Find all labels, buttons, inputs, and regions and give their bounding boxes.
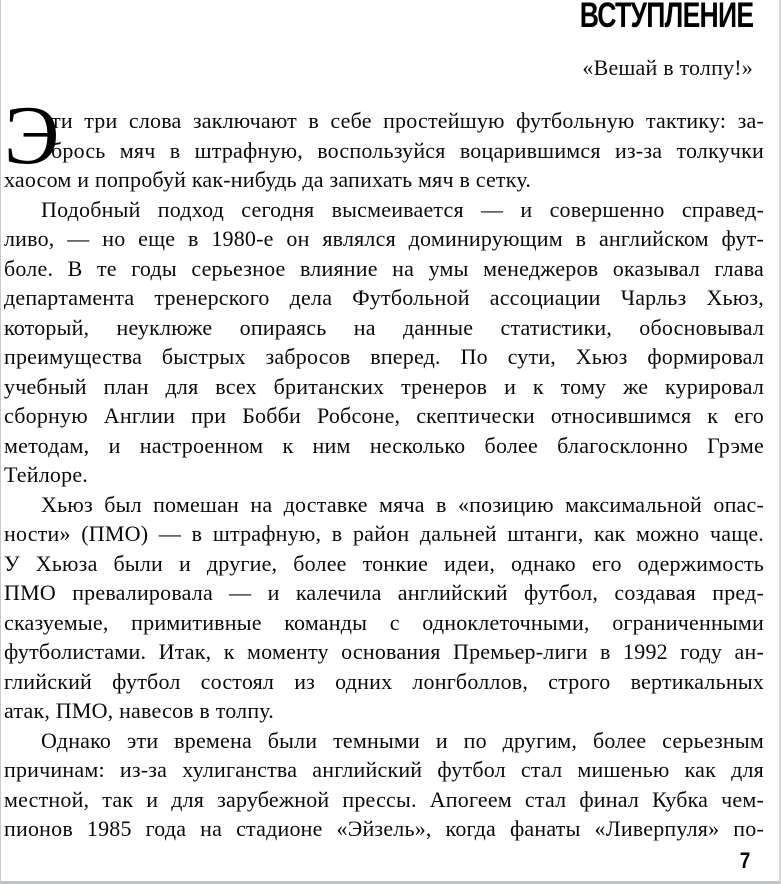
text-line: ПМО превалировала — и калечила английский футбол, создавая пред- <box>4 580 764 605</box>
text-line: местной, так и для зарубежной прессы. Апогеем стал финал Кубка чем- <box>4 786 764 812</box>
text-line: сказуемые, примитивные команды с одноклеточными, ограниченными <box>4 609 764 635</box>
text-line: пионов 1985 года на стадионе «Эйзель», когда фанаты «Ливерпуля» по- <box>4 816 764 841</box>
body-text <box>4 89 764 844</box>
chapter-title <box>525 0 753 36</box>
text-line: атак, ПМО, навесов в толпу. <box>4 698 275 723</box>
text-line: методам, и настроенном к ним несколько более благосклонно Грэме <box>4 432 764 458</box>
text-line: департамента тренерского дела Футбольной ассоциации Чарльз Хьюз, <box>4 285 764 310</box>
epigraph: «Вешай в толпу!» <box>582 55 753 80</box>
text-line: Подобный подход сегодня высмеивается — и совершенно справед- <box>41 196 764 222</box>
text-line: ти три слова заключают в себе простейшую футбольную тактику: за- <box>51 108 764 133</box>
text-line: У Хьюза были и другие, более тонкие идеи, однако его одержимость <box>4 550 764 576</box>
paragraph <box>4 89 764 195</box>
page-number: 7 <box>739 848 750 873</box>
text-line: сборную Англии при Бобби Робсоне, скептически относившимся к его <box>4 403 764 428</box>
text-line: Однако эти времена были темными и по другим, более серьезным <box>41 727 764 753</box>
paragraph <box>4 726 764 844</box>
text-line: футболистами. Итак, к моменту основания Премьер-лиги в 1992 году ан- <box>4 639 764 664</box>
paragraph <box>4 490 764 726</box>
text-line: причинам: из-за хулиганства английский футбол стал мишенью как для <box>4 757 764 782</box>
text-line: Хьюз был помешан на доставке мяча в «позицию максимальной опас- <box>41 491 764 517</box>
text-line: который, неуклюже опираясь на данные статистики, обосновывал <box>4 314 764 340</box>
text-line: глийский футбол состоял из одних лонгболлов, строго вертикальных <box>4 668 764 694</box>
text-line: Тейлоре. <box>4 462 88 487</box>
text-line: хаосом и попробуй как-нибудь да запихать мяч в сетку. <box>4 167 532 192</box>
text-line: преимущества быстрых забросов вперед. По сути, Хьюз формировал <box>4 344 764 369</box>
text-line: брось мяч в штрафную, воспользуйся воцарившимся из-за толкучки <box>51 137 764 163</box>
text-line: боле. В те годы серьезное влияние на умы менеджеров оказывал глава <box>4 255 764 281</box>
text-line: учебный план для всех британских тренеров и к тому же курировал <box>4 373 764 399</box>
paragraph <box>4 195 764 490</box>
text-line: ности» (ПМО) — в штрафную, в район дальней штанги, как можно чаще. <box>4 521 764 546</box>
drop-cap: Э <box>4 89 60 182</box>
text-line: ливо, — но еще в 1980-е он являлся доминирующим в английском фут- <box>4 226 764 251</box>
chapter-title-text: ВСТУПЛЕНИЕ <box>579 0 753 35</box>
